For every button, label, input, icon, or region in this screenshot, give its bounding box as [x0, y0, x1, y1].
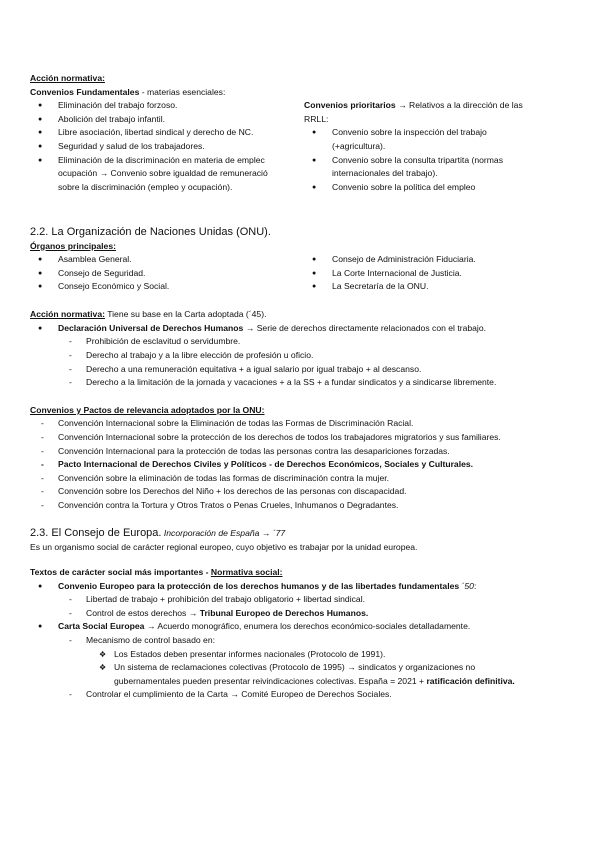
list-item: - Convención sobre los Derechos del Niño + los derechos de las personas con discapacidad. [58, 485, 570, 499]
list-item: - Convención Internacional sobre la Eliminación de todas las Formas de Discriminación Racial. [58, 417, 570, 431]
list-item: - Derecho a la limitación de la jornada y vacaciones + a la SS + a fundar sindicatos y a sindicarse libremente. [86, 376, 570, 390]
list-item: ● Consejo de Seguridad. [58, 267, 334, 281]
list-item: ● Convenio sobre la política del empleo [332, 181, 570, 195]
list-item: ● Convenio sobre la inspección del trabajo [332, 126, 570, 140]
list-item: ● La Secretaría de la ONU. [332, 280, 598, 294]
list-item: ❖ Los Estados deben presentar informes nacionales (Protocolo de 1991). [114, 648, 570, 662]
europa-intro: Es un organismo social de carácter regional europeo, cuyo objetivo es trabajar por la unidad europea. [30, 541, 418, 552]
list-item-continued: internacionales del trabajo). [332, 168, 438, 179]
list-item: - Convención Internacional para la protección de todas las personas contra las desapariciones forzadas. [58, 445, 570, 459]
list-item: ● Convenio sobre la consulta tripartita (normas [332, 154, 570, 168]
list-item: - Libertad de trabajo + prohibición del trabajo obligatorio + libertad sindical. [86, 593, 570, 607]
list-item-continued: gubernamentales pueden presentar reivindicaciones colectivas. España = 2021 + ratificación definitiva. [114, 675, 515, 686]
accion-normativa-onu: Acción normativa: Tiene su base en la Carta adoptada (´45). [30, 309, 267, 320]
list-item: ● Asamblea General. [58, 253, 334, 267]
list-item: - Derecho al trabajo y a la libre elección de profesión u oficio. [86, 349, 570, 363]
organos-title: Órganos principales: [30, 240, 116, 251]
list-item: - Control de estos derechos → Tribunal Europeo de Derechos Humanos. [86, 607, 570, 621]
prioritarios-list [304, 126, 570, 194]
onu-heading: 2.2. La Organización de Naciones Unidas (ONU). [30, 225, 271, 238]
europa-list [30, 580, 570, 702]
organos-left [30, 253, 334, 294]
convenios-onu-title: Convenios y Pactos de relevancia adoptados por la ONU: [30, 404, 265, 415]
list-item: - Convención contra la Tortura y Otros Tratos o Penas Crueles, Inhumanos o Degradantes. [58, 499, 570, 513]
document-page [30, 72, 570, 702]
carta-social-item: ● Carta Social Europea → Acuerdo monográfico, enumera los derechos económico-sociales detalladamente. [58, 620, 570, 634]
list-item: - Convención Internacional sobre la protección de los derechos de todos los trabajadores migratorios y sus familiares. [58, 431, 570, 445]
convenios-fundamentales-title: Convenios Fundamentales - materias esenciales: [30, 86, 226, 97]
list-item: - Derecho a una remuneración equitativa + a igual salario por igual trabajo + al descanso. [86, 363, 570, 377]
list-item: ● Eliminación del trabajo forzoso. [58, 99, 306, 113]
list-item: - Controlar el cumplimiento de la Carta → Comité Europeo de Derechos Sociales. [86, 688, 570, 702]
list-item-continued: (+agricultura). [332, 140, 386, 151]
convenio-europeo-list [58, 593, 570, 620]
declaracion-list [58, 335, 570, 389]
list-item-continued: sobre la discriminación (empleo y ocupación). [58, 181, 233, 192]
convenios-prioritarios-title-cont: RRLL: [304, 113, 329, 124]
carta-social-list [58, 634, 570, 702]
declaracion-item: ● Declaración Universal de Derechos Humanos → Serie de derechos directamente relacionados con el trabajo. [58, 322, 570, 336]
list-item: - Prohibición de esclavitud o servidumbre. [86, 335, 570, 349]
fundamentales-list [30, 99, 306, 194]
convenios-onu-list [30, 417, 570, 512]
top-columns [30, 86, 570, 208]
list-item-continued: ocupación → Convenio sobre igualdad de remuneració [58, 168, 268, 179]
list-item: ● Seguridad y salud de los trabajadores. [58, 140, 306, 154]
list-item: - Convención sobre la eliminación de todas las formas de discriminación contra la mujer. [58, 472, 570, 486]
list-item: ● Consejo Económico y Social. [58, 280, 334, 294]
right-column [304, 86, 570, 195]
declaracion-block [30, 322, 570, 390]
europa-heading: 2.3. El Consejo de Europa. Incorporación de España → ´77 [30, 526, 286, 539]
list-item: ● Libre asociación, libertad sindical y derecho de NC. [58, 126, 306, 140]
list-item: - Pacto Internacional de Derechos Civiles y Políticos - de Derechos Económicos, Sociales y Culturales. [58, 458, 570, 472]
organos-columns [30, 253, 570, 294]
convenios-prioritarios-title: Convenios prioritarios → Relativos a la dirección de las [304, 100, 523, 111]
list-item: ● Consejo de Administración Fiduciaria. [332, 253, 598, 267]
list-item: - Mecanismo de control basado en: [86, 634, 570, 648]
textos-title: Textos de carácter social más importantes - Normativa social: [30, 567, 283, 578]
list-item: ❖ Un sistema de reclamaciones colectivas (Protocolo de 1995) → sindicatos y organizaciones no [114, 661, 570, 675]
list-item: ● La Corte Internacional de Justicia. [332, 267, 598, 281]
organos-right [304, 253, 598, 294]
accion-normativa-heading: Acción normativa: [30, 73, 105, 83]
left-column [30, 86, 306, 195]
mecanismo-list [86, 648, 570, 689]
convenio-europeo-item: ● Convenio Europeo para la protección de los derechos humanos y de las libertades fundamentales ´50: [58, 580, 570, 594]
list-item: ● Eliminación de la discriminación en materia de emplec [58, 154, 306, 168]
list-item: ● Abolición del trabajo infantil. [58, 113, 306, 127]
